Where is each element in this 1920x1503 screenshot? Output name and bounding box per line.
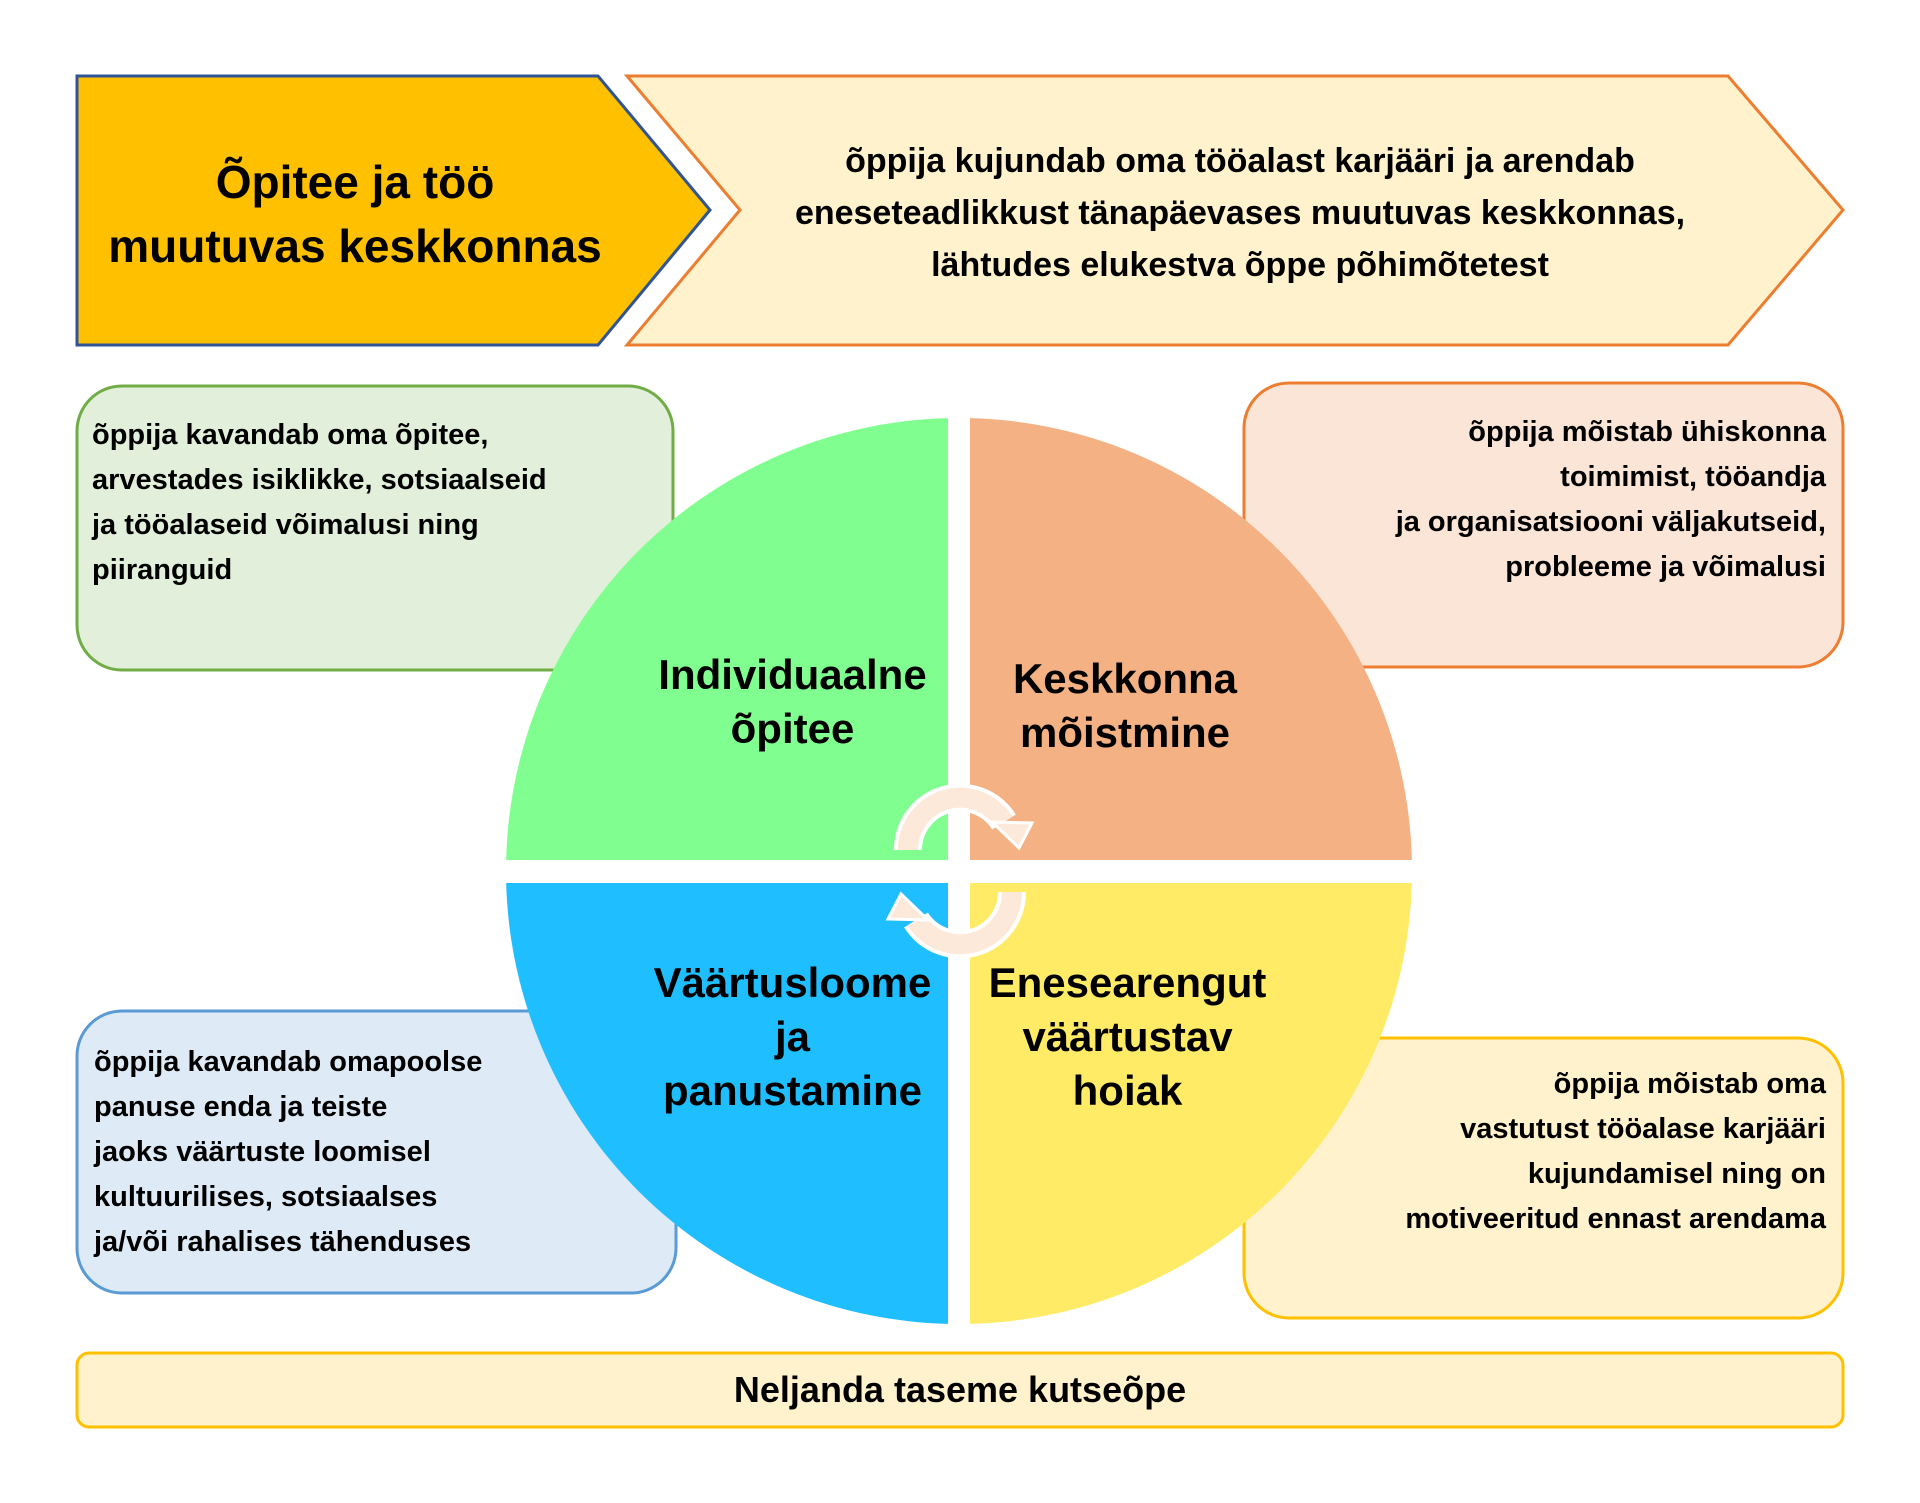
title-line: muutuvas keskkonnas: [108, 220, 602, 272]
label-line: õpitee: [730, 705, 855, 752]
label-line: panustamine: [662, 1067, 923, 1114]
goal-line: eneseteadlikkust tänapäevases muutuvas keskkonnas,: [794, 194, 1686, 232]
text-line: õppija mõistab oma: [1553, 1068, 1826, 1100]
goal-statement: [700, 135, 1780, 291]
box-bottom-right-text: [1405, 1062, 1826, 1242]
label-line: Keskkonna: [1012, 655, 1238, 702]
text-line: toimimist, tööandja: [1560, 461, 1826, 493]
text-line: arvestades isiklikke, sotsiaalseid: [92, 464, 547, 496]
text-line: vastutust tööalase karjääri: [1460, 1113, 1826, 1145]
label-line: väärtustav: [1022, 1013, 1233, 1060]
text-line: jaoks väärtuste loomisel: [94, 1136, 431, 1168]
text-line: panuse enda ja teiste: [94, 1091, 388, 1123]
text-line: õppija kavandab omapoolse: [94, 1046, 483, 1078]
text-line: ja organisatsiooni väljakutseid,: [1395, 506, 1826, 538]
label-line: Individuaalne: [658, 651, 927, 698]
label-line: hoiak: [1072, 1067, 1183, 1114]
label-line: Väärtusloome: [653, 959, 932, 1006]
goal-line: õppija kujundab oma tööalast karjääri ja arendab: [845, 142, 1635, 180]
text-line: kujundamisel ning on: [1527, 1158, 1826, 1190]
quadrant-label-individual: [640, 648, 945, 756]
text-line: ja/või rahalises tähenduses: [94, 1226, 472, 1258]
text-line: piiranguid: [92, 554, 233, 586]
quadrant-label-value: [640, 956, 945, 1118]
label-line: Enesearengut: [988, 959, 1267, 1006]
box-top-left-text: [92, 413, 547, 593]
quadrant-label-selfdev: [975, 956, 1280, 1118]
label-line: mõistmine: [1019, 709, 1231, 756]
text-line: probleeme ja võimalusi: [1505, 551, 1826, 583]
text-line: ja tööalaseid võimalusi ning: [92, 509, 479, 541]
title-line: Õpitee ja töö: [215, 156, 495, 208]
label-line: ja: [774, 1013, 811, 1060]
quadrant-label-environment: [990, 652, 1260, 760]
box-bottom-left-text: [94, 1040, 482, 1265]
page-title: [80, 150, 630, 278]
text-line: kultuurilises, sotsiaalses: [94, 1181, 438, 1213]
text-line: motiveeritud ennast arendama: [1405, 1203, 1826, 1235]
box-top-right-text: [1396, 410, 1826, 590]
goal-line: lähtudes elukestva õppe põhimõtetest: [931, 246, 1549, 284]
footer-label: Neljanda taseme kutseõpe: [733, 1369, 1187, 1410]
text-line: õppija mõistab ühiskonna: [1468, 416, 1826, 448]
text-line: õppija kavandab oma õpitee,: [92, 419, 489, 451]
